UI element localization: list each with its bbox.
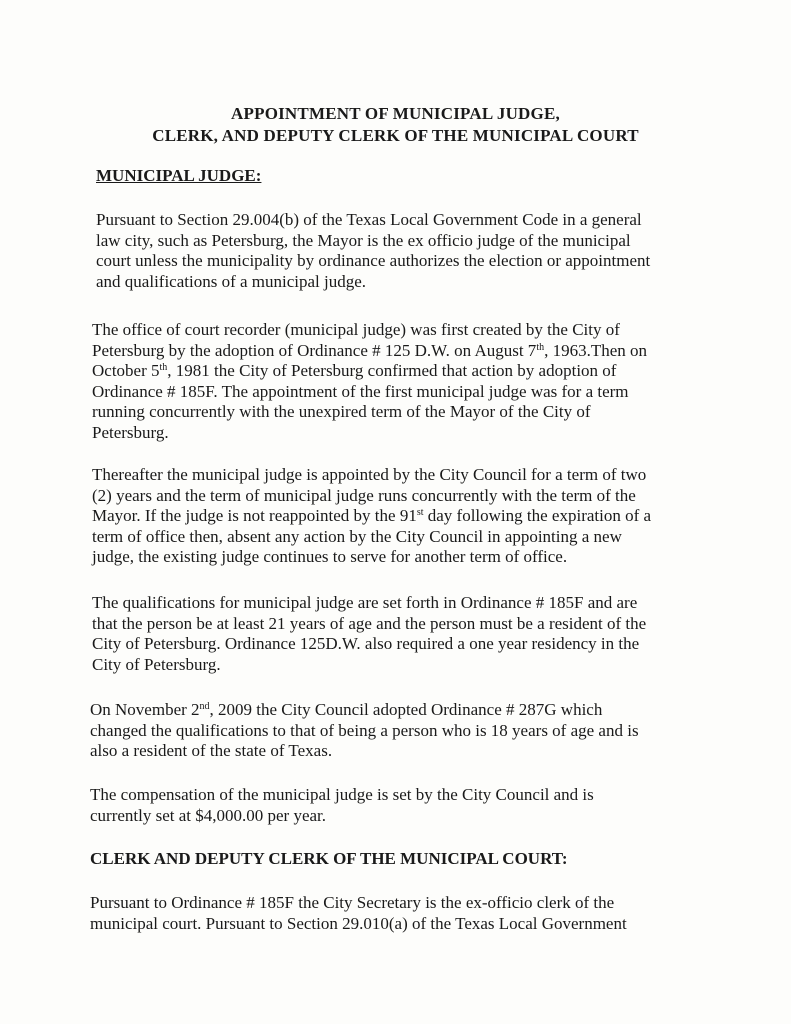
text-line: also a resident of the state of Texas. xyxy=(90,741,333,760)
text-line: and qualifications of a municipal judge. xyxy=(96,271,367,291)
text-line xyxy=(92,361,647,382)
text-line: Pursuant to Ordinance # 185F the City Secretary is the ex-officio clerk of the xyxy=(90,893,615,912)
text-line: The office of court recorder (municipal judge) was first created by the City of xyxy=(92,320,620,339)
paragraph-3 xyxy=(92,465,651,568)
text-line: Ordinance # 185F. The appointment of the first municipal judge was for a term xyxy=(92,381,629,401)
text-line: Pursuant to Section 29.004(b) of the Texas Local Government Code in a general xyxy=(96,210,642,229)
text-segment: , 2009 the City Council adopted Ordinance # 287G which xyxy=(209,700,603,719)
text-line: municipal court. Pursuant to Section 29.010(a) of the Texas Local Government xyxy=(90,913,627,933)
ordinal-suffix: nd xyxy=(199,701,210,712)
text-line xyxy=(90,700,639,721)
text-line: court unless the municipality by ordinance authorizes the election or appointment xyxy=(96,251,651,270)
text-line: The qualifications for municipal judge are set forth in Ordinance # 185F and are xyxy=(92,593,638,612)
text-line: City of Petersburg. Ordinance 125D.W. also required a one year residency in the xyxy=(92,634,640,653)
text-line: changed the qualifications to that of being a person who is 18 years of age and is xyxy=(90,720,639,740)
text-line: judge, the existing judge continues to serve for another term of office. xyxy=(92,547,568,566)
section-heading-clerk-deputy-clerk: CLERK AND DEPUTY CLERK OF THE MUNICIPAL COURT: xyxy=(90,849,568,868)
document-title-line-1: APPOINTMENT OF MUNICIPAL JUDGE, xyxy=(231,104,560,123)
text-line: Thereafter the municipal judge is appointed by the City Council for a term of two xyxy=(92,465,647,484)
paragraph-7 xyxy=(90,893,627,934)
paragraph-1 xyxy=(96,210,650,292)
text-line: (2) years and the term of municipal judge runs concurrently with the term of the xyxy=(92,485,636,505)
text-line: term of office then, absent any action by the City Council in appointing a new xyxy=(92,526,622,546)
paragraph-6 xyxy=(90,785,594,826)
text-line xyxy=(92,506,651,527)
paragraph-4 xyxy=(92,593,646,675)
text-segment: , 1963.Then on xyxy=(544,340,648,360)
ordinal-suffix: th xyxy=(159,362,168,373)
ordinal-suffix: st xyxy=(416,507,424,518)
text-line: law city, such as Petersburg, the Mayor is the ex officio judge of the municipal xyxy=(96,230,631,250)
document-title-line-2: CLERK, AND DEPUTY CLERK OF THE MUNICIPAL COURT xyxy=(152,126,639,145)
text-line: that the person be at least 21 years of age and the person must be a resident of the xyxy=(92,613,647,633)
text-segment: Petersburg by the adoption of Ordinance # 125 D.W. on August 7 xyxy=(92,340,537,360)
text-segment: October 5 xyxy=(92,361,160,380)
text-segment: Mayor. If the judge is not reappointed by the 91 xyxy=(92,506,417,525)
text-line: currently set at $4,000.00 per year. xyxy=(90,805,327,825)
paragraph-5 xyxy=(90,700,639,762)
text-segment: On November 2 xyxy=(90,700,200,719)
paragraph-2 xyxy=(92,320,647,443)
text-line: running concurrently with the unexpired term of the Mayor of the City of xyxy=(92,402,591,421)
text-line: City of Petersburg. xyxy=(92,654,221,674)
text-line: Petersburg. xyxy=(92,422,169,442)
text-segment: , 1981 the City of Petersburg confirmed that action by adoption of xyxy=(167,361,617,380)
text-line xyxy=(92,341,647,362)
text-segment: day following the expiration of a xyxy=(423,506,652,525)
section-heading-municipal-judge: MUNICIPAL JUDGE: xyxy=(96,166,262,185)
text-line: The compensation of the municipal judge is set by the City Council and is xyxy=(90,785,594,804)
ordinal-suffix: th xyxy=(536,341,545,353)
